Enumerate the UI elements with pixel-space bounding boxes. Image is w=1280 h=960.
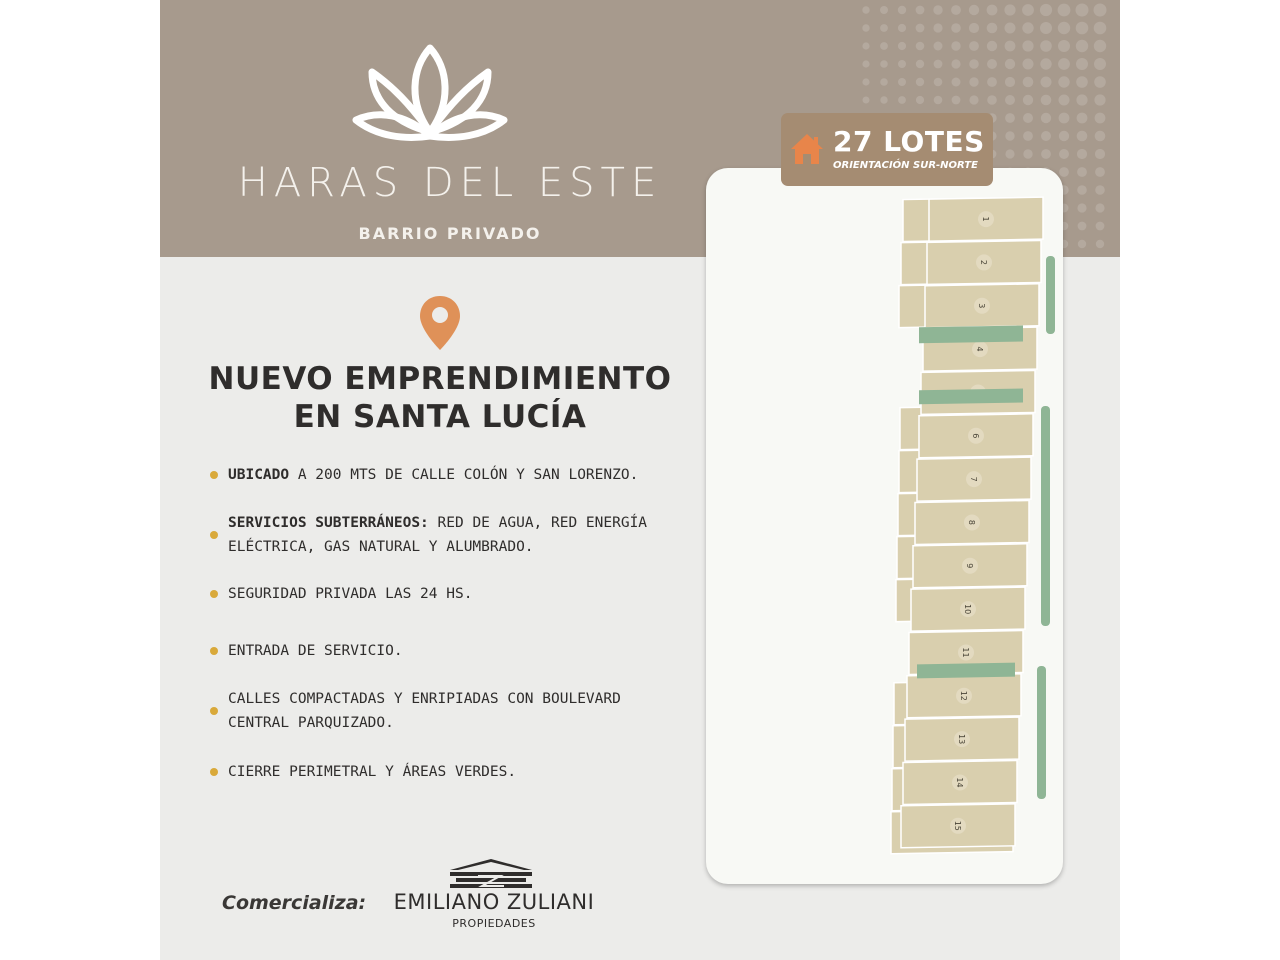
pattern-dot [1004,4,1015,15]
pattern-dot [916,42,925,51]
pattern-dot [934,96,943,105]
commercialize-label: Comercializa: [222,892,367,914]
pattern-dot [1005,113,1015,123]
pattern-dot [1078,240,1086,248]
pattern-dot [952,78,961,87]
pattern-dot [1096,240,1104,248]
pattern-dot [969,41,979,51]
lot-number: 15 [953,820,962,831]
pattern-dot [898,96,906,104]
pattern-dot [862,24,869,31]
pattern-dot [1076,40,1088,52]
lot-13 [905,717,1019,761]
headline-line-2: EN SANTA LUCÍA [293,399,587,435]
feature-text: CALLES COMPACTADAS Y ENRIPIADAS CON BOULEVARD CENTRAL PARQUIZADO. [228,691,621,731]
feature-item-location [210,463,680,487]
pattern-dot [863,97,870,104]
pattern-dot [1022,4,1034,16]
pattern-dot [1023,59,1034,70]
pattern-dot [1094,94,1105,105]
bullet-dot [210,531,218,539]
feature-text: SERVICIOS SUBTERRÁNEOS: RED DE AGUA, RED ENERGÍA ELÉCTRICA, GAS NATURAL Y ALUMBRADO. [228,515,648,555]
pattern-dot [951,41,960,50]
pattern-dot [987,23,998,34]
pattern-dot [987,41,997,51]
pattern-dot [1005,41,1016,52]
pattern-dot [1077,203,1086,212]
bullet-dot [210,707,218,715]
pattern-dot [862,42,869,49]
pattern-dot [1095,149,1105,159]
feature-item-services [210,511,680,559]
lot-12 [907,674,1021,718]
house-icon [789,131,825,167]
boulevard-segment [1046,256,1055,334]
pattern-dot [969,77,978,86]
bullet-dot [210,590,218,598]
pattern-dot [1094,22,1107,35]
pattern-dot [934,78,943,87]
pattern-dot [1022,22,1033,33]
brand-subtitle: BARRIO PRIVADO [358,224,542,243]
pattern-dot [1005,59,1015,69]
bullet-dot [210,768,218,776]
pattern-dot [916,78,924,86]
pattern-dot [1059,113,1070,124]
pattern-dot [1058,40,1070,52]
lot-14 [903,760,1017,804]
pattern-dot [1094,40,1106,52]
pattern-dot [1096,222,1105,231]
lot-6 [919,414,1033,458]
feature-item-service-entrance [210,639,680,663]
green-area [919,388,1023,404]
feature-text: UBICADO A 200 MTS DE CALLE COLÓN Y SAN LORENZO. [228,467,639,483]
pattern-dot [1040,22,1052,34]
pattern-dot [1094,58,1106,70]
pattern-dot [916,24,925,33]
pattern-dot [987,5,998,16]
pattern-dot [1077,149,1087,159]
lot-number: 4 [975,346,984,352]
pattern-dot [969,5,979,15]
bullet-dot [210,471,218,479]
lot-number: 14 [955,777,964,788]
pattern-dot [1076,94,1087,105]
pattern-dot [1059,131,1069,141]
pattern-dot [1078,222,1087,231]
lot-number: 3 [977,303,986,309]
pattern-dot [1005,95,1015,105]
pattern-dot [1095,113,1106,124]
feature-item-security [210,582,680,606]
headline [180,360,700,436]
pattern-dot [1041,95,1052,106]
lot-1 [929,197,1043,241]
lot-number: 1 [981,216,990,222]
lot-8 [915,500,1029,544]
pattern-dot [880,6,888,14]
feature-text: SEGURIDAD PRIVADA LAS 24 HS. [228,586,473,602]
feature-item-streets [210,687,680,735]
pattern-dot [898,60,906,68]
pattern-dot [880,96,887,103]
pattern-dot [1058,22,1070,34]
agency-logo [448,858,534,890]
pattern-dot [1077,185,1087,195]
lot-number: 7 [969,476,978,482]
lot-9 [913,544,1027,588]
agency-name: EMILIANO ZULIANI [393,890,595,914]
pattern-dot [987,59,997,69]
pattern-dot [1095,131,1106,142]
pattern-dot [1076,76,1088,88]
lotus-logo [350,40,510,150]
pattern-dot [1005,131,1014,140]
pattern-dot [951,23,961,33]
lot-map [706,168,1063,884]
pattern-dot [987,95,997,105]
pattern-dot [1023,149,1032,158]
location-pin-icon [418,294,462,352]
pattern-dot [1022,40,1033,51]
pattern-dot [952,96,961,105]
pattern-dot [933,23,942,32]
lot-7 [917,457,1031,501]
pattern-dot [1094,76,1106,88]
pattern-dot [898,24,906,32]
pattern-dot [969,23,979,33]
pattern-dot [1059,95,1070,106]
pattern-dot [951,59,960,68]
lots-badge [781,113,993,186]
lot-number: 13 [957,734,966,745]
feature-text: CIERRE PERIMETRAL Y ÁREAS VERDES. [228,764,517,780]
feature-text: ENTRADA DE SERVICIO. [228,643,403,659]
pattern-dot [898,6,906,14]
pattern-dot [951,5,961,15]
pattern-dot [1095,167,1105,177]
pattern-dot [1095,203,1104,212]
lot-number: 11 [961,647,970,658]
pattern-dot [933,5,942,14]
pattern-dot [1041,77,1052,88]
headline-line-1: NUEVO EMPRENDIMIENTO [208,361,672,397]
pattern-dot [1041,131,1051,141]
pattern-dot [1076,4,1089,17]
pattern-dot [1041,149,1051,159]
pattern-dot [1077,113,1088,124]
pattern-dot [1077,131,1088,142]
green-area [919,325,1023,343]
lot-number: 10 [963,604,972,615]
pattern-dot [1059,149,1069,159]
pattern-dot [862,6,869,13]
pattern-dot [880,60,888,68]
green-area [917,663,1015,679]
pattern-dot [862,78,869,85]
pattern-dot [916,6,925,15]
lot-number: 6 [971,433,980,439]
brand-name: HARAS DEL ESTE [237,160,663,206]
pattern-dot [1058,76,1069,87]
pattern-dot [1023,131,1033,141]
pattern-dot [1023,95,1033,105]
pattern-dot [1041,113,1051,123]
lot-number: 2 [979,259,988,265]
pattern-dot [862,60,869,67]
pattern-dot [1058,4,1071,17]
pattern-dot [1023,77,1034,88]
boulevard-segment [1037,666,1046,799]
lot-number: 9 [965,563,974,569]
bullet-dot [210,647,218,655]
pattern-dot [1040,40,1052,52]
pattern-dot [969,95,978,104]
pattern-dot [934,42,943,51]
pattern-dot [1077,167,1087,177]
pattern-dot [880,24,888,32]
agency-subtitle: PROPIEDADES [452,917,536,930]
pattern-dot [1005,77,1015,87]
pattern-dot [987,77,997,87]
pattern-dot [1094,4,1107,17]
lots-count: 27 LOTES [833,125,985,158]
flyer [160,0,1120,960]
pattern-dot [1040,4,1052,16]
pattern-dot [1023,113,1033,123]
pattern-dot [969,59,979,69]
feature-item-perimeter [210,760,680,784]
pattern-dot [1005,149,1014,158]
pattern-dot [898,78,906,86]
lot-3 [925,284,1039,328]
pattern-dot [1095,185,1105,195]
pattern-dot [1005,23,1016,34]
lot-map-card [706,168,1063,884]
pattern-dot [1076,58,1088,70]
pattern-dot [1076,22,1089,35]
pattern-dot [934,60,943,69]
lot-number: 12 [959,690,968,701]
pattern-dot [916,60,924,68]
pattern-dot [880,42,888,50]
boulevard-segment [1041,406,1050,626]
pattern-dot [916,96,924,104]
lot-number: 8 [967,519,976,525]
pattern-dot [1058,58,1070,70]
pattern-dot [1040,58,1051,69]
lot-10 [911,587,1025,631]
pattern-dot [880,78,888,86]
pattern-dot [898,42,906,50]
lot-15 [901,804,1015,848]
lot-2 [927,240,1041,284]
lots-orientation: ORIENTACIÓN SUR-NORTE [833,160,978,171]
